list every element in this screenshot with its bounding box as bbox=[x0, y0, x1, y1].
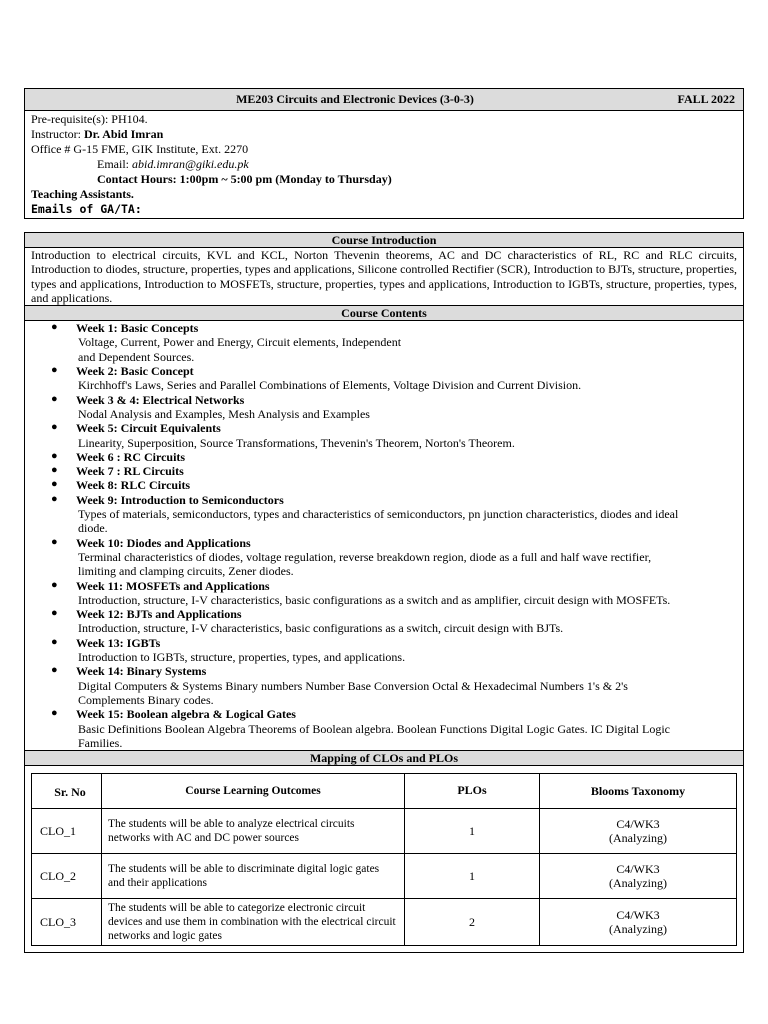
header-sr-no: Sr. No bbox=[32, 774, 102, 809]
instructor-email[interactable]: abid.imran@giki.edu.pk bbox=[132, 157, 249, 171]
clo-description: The students will be able to categorize electronic circuit devices and use them in combination with the electrical circuit networks and logic gates bbox=[102, 899, 405, 946]
plo-number: 2 bbox=[405, 899, 540, 946]
bullet-icon: ● bbox=[51, 635, 58, 648]
bullet-icon: ● bbox=[51, 478, 58, 491]
office-line: Office # G-15 FME, GIK Institute, Ext. 2270 bbox=[31, 142, 249, 156]
list-item bbox=[25, 664, 735, 707]
week-title: Week 12: BJTs and Applications bbox=[76, 607, 242, 622]
blooms-category: (Analyzing) bbox=[609, 922, 667, 937]
bullet-icon: ● bbox=[51, 449, 58, 462]
week-title: Week 1: Basic Concepts bbox=[76, 321, 199, 336]
week-description: Families. bbox=[78, 735, 123, 750]
blooms-level: C4/WK3 bbox=[616, 908, 660, 923]
instructor-name: Dr. Abid Imran bbox=[84, 127, 164, 141]
clo-description: The students will be able to analyze electrical circuits networks with AC and DC power sources bbox=[102, 809, 405, 854]
list-item bbox=[25, 421, 735, 450]
course-introduction-heading: Course Introduction bbox=[25, 233, 743, 248]
clo-id: CLO_2 bbox=[32, 854, 102, 899]
teaching-assistants-label: Teaching Assistants. bbox=[31, 187, 134, 201]
course-info bbox=[25, 111, 743, 218]
week-description: Voltage, Current, Power and Energy, Circuit elements, Independent bbox=[78, 335, 402, 350]
email-line bbox=[31, 157, 737, 172]
list-item bbox=[25, 464, 735, 478]
course-header-box bbox=[24, 88, 744, 219]
course-contents-heading: Course Contents bbox=[25, 305, 743, 321]
bullet-icon: ● bbox=[51, 421, 58, 434]
week-title: Week 3 & 4: Electrical Networks bbox=[76, 392, 245, 407]
table-row bbox=[32, 809, 737, 854]
week-description: Introduction, structure, I-V characteristics, basic configurations as a switch, circuit design with BJTs. bbox=[78, 621, 564, 636]
header-plos: PLOs bbox=[405, 774, 540, 809]
table-header-row bbox=[32, 774, 737, 809]
email-label: Email: bbox=[97, 157, 132, 171]
bullet-icon: ● bbox=[51, 492, 58, 505]
blooms-taxonomy-cell bbox=[540, 854, 737, 899]
clo-plo-mapping-heading: Mapping of CLOs and PLOs bbox=[25, 750, 743, 766]
week-title: Week 13: IGBTs bbox=[76, 635, 161, 650]
week-title: Week 2: Basic Concept bbox=[76, 364, 194, 379]
week-description: diode. bbox=[78, 521, 108, 536]
bullet-icon: ● bbox=[51, 607, 58, 620]
instructor-label: Instructor: bbox=[31, 127, 84, 141]
contact-hours-text: Contact Hours: 1:00pm ~ 5:00 pm (Monday to Thursday) bbox=[97, 172, 392, 186]
list-item bbox=[25, 450, 735, 464]
list-item bbox=[25, 636, 735, 665]
prerequisites: Pre-requisite(s): PH104. bbox=[31, 112, 148, 126]
week-title: Week 5: Circuit Equivalents bbox=[76, 421, 221, 436]
bullet-icon: ● bbox=[51, 578, 58, 591]
week-title: Week 7 : RL Circuits bbox=[76, 464, 184, 479]
contact-hours bbox=[31, 172, 737, 187]
clo-plo-table bbox=[31, 773, 737, 946]
clo-description: The students will be able to discriminate digital logic gates and their applications bbox=[102, 854, 405, 899]
bullet-icon: ● bbox=[51, 664, 58, 677]
week-description: Introduction, structure, I-V characteristics, basic configurations as a switch and as amplifier, circuit design with MOSFETs. bbox=[78, 592, 671, 607]
list-item bbox=[25, 393, 735, 422]
week-description: Kirchhoff's Laws, Series and Parallel Combinations of Elements, Voltage Division and Current Division. bbox=[78, 378, 582, 393]
bullet-icon: ● bbox=[51, 364, 58, 377]
instructor-line bbox=[31, 127, 737, 142]
term-label: FALL 2022 bbox=[677, 92, 735, 106]
course-details-box bbox=[24, 232, 744, 953]
list-item bbox=[25, 478, 735, 492]
week-title: Week 11: MOSFETs and Applications bbox=[76, 578, 270, 593]
week-title: Week 6 : RC Circuits bbox=[76, 449, 186, 464]
week-description: limiting and clamping circuits, Zener diodes. bbox=[78, 564, 294, 579]
week-title: Week 15: Boolean algebra & Logical Gates bbox=[76, 707, 296, 722]
list-item bbox=[25, 607, 735, 636]
bullet-icon: ● bbox=[51, 464, 58, 477]
bullet-icon: ● bbox=[51, 535, 58, 548]
blooms-level: C4/WK3 bbox=[616, 862, 660, 877]
week-description: Nodal Analysis and Examples, Mesh Analysis and Examples bbox=[78, 406, 370, 421]
week-description: Basic Definitions Boolean Algebra Theorems of Boolean algebra. Boolean Functions Digital Logic Gates. IC Digital Logic bbox=[78, 721, 670, 736]
blooms-level: C4/WK3 bbox=[616, 817, 660, 832]
list-item bbox=[25, 579, 735, 608]
teaching-assistants bbox=[31, 187, 737, 202]
syllabus-page bbox=[24, 88, 744, 953]
clo-id: CLO_1 bbox=[32, 809, 102, 854]
course-header-bar bbox=[25, 89, 743, 111]
week-title: Week 9: Introduction to Semiconductors bbox=[76, 492, 284, 507]
list-item bbox=[25, 321, 735, 364]
list-item bbox=[25, 493, 735, 536]
week-description: Types of materials, semiconductors, types and characteristics of semiconductors, pn junction characteristics, diodes and ideal bbox=[78, 507, 679, 522]
header-blooms-taxonomy: Blooms Taxonomy bbox=[540, 774, 737, 809]
plo-number: 1 bbox=[405, 854, 540, 899]
plo-number: 1 bbox=[405, 809, 540, 854]
week-description: Linearity, Superposition, Source Transformations, Thevenin's Theorem, Norton's Theorem. bbox=[78, 435, 515, 450]
weekly-topics-list bbox=[25, 321, 743, 750]
week-description: Terminal characteristics of diodes, voltage regulation, reverse breakdown region, diode as a full and half wave rectifier, bbox=[78, 549, 652, 564]
week-title: Week 14: Binary Systems bbox=[76, 664, 207, 679]
blooms-category: (Analyzing) bbox=[609, 831, 667, 846]
week-title: Week 8: RLC Circuits bbox=[76, 478, 191, 493]
blooms-taxonomy-cell bbox=[540, 899, 737, 946]
blooms-category: (Analyzing) bbox=[609, 876, 667, 891]
course-introduction-text: Introduction to electrical circuits, KVL and KCL, Norton Thevenin theorems, AC and DC characteristics of RL, RC and RLC circuits, Introduction to diodes, structure, properties, types and applications, Silicone controlled Rectifier (SCR), Introduction to BJTs, structure, properties, types and applications, Introduction to MOSFETs, structure, properties, types and applications, Introduction to IGBTs, structure, properties, types, and applications. bbox=[31, 248, 737, 305]
list-item bbox=[25, 536, 735, 579]
week-description: Complements Binary codes. bbox=[78, 692, 214, 707]
week-description: Digital Computers & Systems Binary numbers Number Base Conversion Octal & Hexadecimal Numbers 1's & 2's bbox=[78, 678, 628, 693]
list-item bbox=[25, 364, 735, 393]
bullet-icon: ● bbox=[51, 707, 58, 720]
table-row bbox=[32, 899, 737, 946]
bullet-icon: ● bbox=[51, 392, 58, 405]
header-course-learning-outcomes: Course Learning Outcomes bbox=[102, 774, 405, 809]
week-description: and Dependent Sources. bbox=[78, 349, 195, 364]
clo-id: CLO_3 bbox=[32, 899, 102, 946]
blooms-taxonomy-cell bbox=[540, 809, 737, 854]
ga-emails: Emails of GA/TA: bbox=[31, 202, 142, 216]
bullet-icon: ● bbox=[51, 321, 58, 334]
week-title: Week 10: Diodes and Applications bbox=[76, 535, 251, 550]
course-title: ME203 Circuits and Electronic Devices (3-0-3) bbox=[236, 92, 474, 106]
list-item bbox=[25, 707, 735, 750]
week-description: Introduction to IGBTs, structure, properties, types, and applications. bbox=[78, 650, 406, 665]
table-row bbox=[32, 854, 737, 899]
